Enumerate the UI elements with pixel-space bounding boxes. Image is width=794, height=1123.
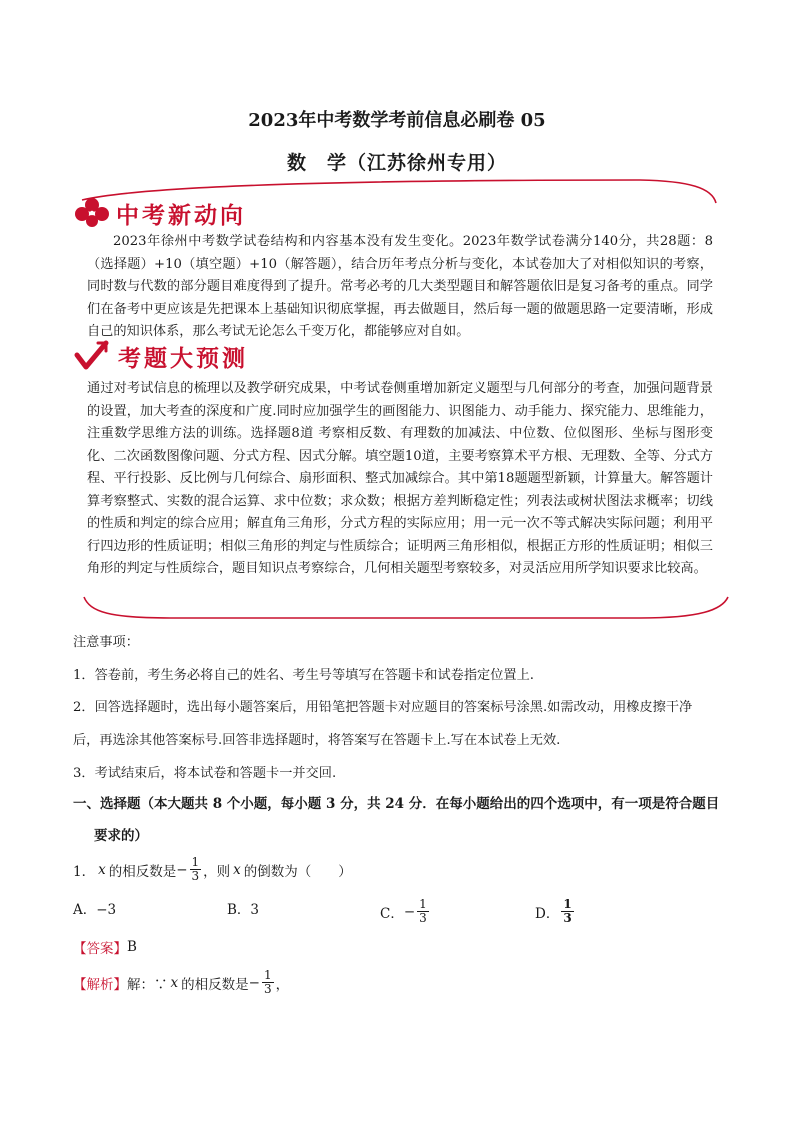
option-c-fraction (417, 898, 429, 925)
part1-heading-continued: 要求的） (94, 828, 148, 844)
explanation-text-b: 的相反数是 (181, 976, 249, 993)
explanation-fraction (262, 969, 274, 996)
stem-text-c: 的倒数为（ ） (243, 863, 352, 880)
fraction-denominator: 3 (263, 982, 272, 996)
forecast-paragraph: 通过对考试信息的梳理以及教学研究成果，中考试卷侧重增加新定义题型与几何部分的考查，加强问题背景的设置，加大考查的深度和广度.同时应加强学生的画图能力、识图能力、动手能力、探究能力、思维能力，注重数学思维方法的训练。选择题8道 考察相反数、有理数的加减法、中位数、位似图形、坐标与图形变化、二次函数图像问题、分式方程、因式分解。填空题10道，主要考察算术平方根、无理数、全等、分式方程、平行投影、反比例与几何综合、扇形面积、整式加减综合。其中第18题题型新颖，计算量大。解答题计算考察整式、实数的混合运算、求中位数；求众数；根据方差判断稳定性；列表法或树状图法求概率；切线的性质和判定的综合应用；解直角三角形，分式方程的实际应用；用一元一次不等式解决实际问题；利用平行四边形的性质证明；相似三角形的判定与性质综合；证明两三角形相似，根据正方形的性质证明；相似三角形的判定与性质综合，题目知识点考察综合，几何相关题型考察较多，对灵活应用所学知识要求比较高。 (87, 381, 713, 576)
trends-heading-label: 中考新动向 (116, 202, 246, 229)
fraction-one-third (190, 856, 202, 883)
notes-item-3: 3．考试结束后，将本试卷和答题卡一并交回. (73, 766, 337, 781)
check-arrow-icon (74, 339, 110, 373)
explanation-tail: ， (275, 976, 290, 993)
option-b: B．3 (227, 902, 260, 918)
fraction-denominator: 3 (563, 911, 572, 925)
explanation-line (73, 969, 289, 996)
question-1-stem (73, 856, 352, 883)
option-d-label: D． (535, 905, 560, 922)
option-a: A．−3 (73, 902, 117, 918)
minus-sign: − (248, 974, 260, 991)
part1-heading: 一、选择题（本大题共 8 个小题，每小题 3 分，共 24 分．在每小题给出的四个选项中，有一项是符合题目 (73, 796, 720, 812)
forecast-heading-label: 考题大预测 (118, 345, 248, 372)
question-number: 1． (73, 863, 96, 880)
notes-item-2-continued: 后，再选涂其他答案标号.回答非选择题时，将答案写在答题卡上.写在本试卷上无效. (73, 733, 561, 748)
variable-x: x (98, 861, 106, 878)
option-c-minus: − (403, 903, 416, 920)
explanation-text-a: 解：∵ (127, 976, 168, 993)
notes-item-2: 2．回答选择题时，选出每小题答案后，用铅笔把答题卡对应题目的答案标号涂黑.如需改动，用橡皮擦干净 (73, 700, 693, 715)
fraction-numerator: 1 (263, 968, 272, 982)
answer-value: B (127, 939, 137, 955)
explanation-tag: 【解析】 (73, 976, 127, 993)
answer-line (73, 937, 137, 957)
fraction-denominator: 3 (419, 911, 427, 925)
variable-x: x (233, 861, 241, 878)
fraction-denominator: 3 (191, 869, 200, 883)
document-subtitle: 数 学（江苏徐州专用） (286, 152, 507, 174)
section-heading-forecast (74, 339, 248, 373)
clover-icon (74, 196, 110, 230)
fraction-numerator: 1 (419, 897, 427, 911)
variable-x: x (170, 974, 179, 991)
option-c-label: C． (380, 905, 404, 922)
answer-tag: 【答案】 (73, 941, 127, 957)
minus-sign: − (176, 861, 188, 878)
notes-heading: 注意事项： (73, 635, 139, 650)
stem-text-b: ，则 (203, 863, 231, 880)
stem-text-a: 的相反数是 (108, 863, 177, 880)
bottom-curve (84, 597, 728, 618)
option-d-fraction (561, 898, 573, 925)
fraction-numerator: 1 (191, 855, 200, 869)
section-heading-trends (74, 196, 246, 230)
trends-paragraph: 2023年徐州中考数学试卷结构和内容基本没有发生变化。2023年数学试卷满分140分，共28题：8（选择题）+10（填空题）+10（解答题），结合历年考点分析与变化，本试卷加大了对相似知识的考察，同时数与代数的部分题目难度得到了提升。常考必考的几大类型题目和解答题依旧是复习备考的重点。同学们在备考中更应该是先把课本上基础知识彻底掌握，再去做题目，然后每一题的做题思路一定要清晰，形成自己的知识体系，那么考试无论怎么千变万化，都能够应对自如。 (87, 234, 713, 339)
notes-item-1: 1．答卷前，考生务必将自己的姓名、考生号等填写在答题卡和试卷指定位置上. (73, 668, 534, 683)
fraction-numerator: 1 (563, 897, 572, 911)
option-d (535, 898, 576, 925)
option-c (380, 898, 431, 925)
document-title: 2023年中考数学考前信息必刷卷 05 (248, 110, 546, 131)
